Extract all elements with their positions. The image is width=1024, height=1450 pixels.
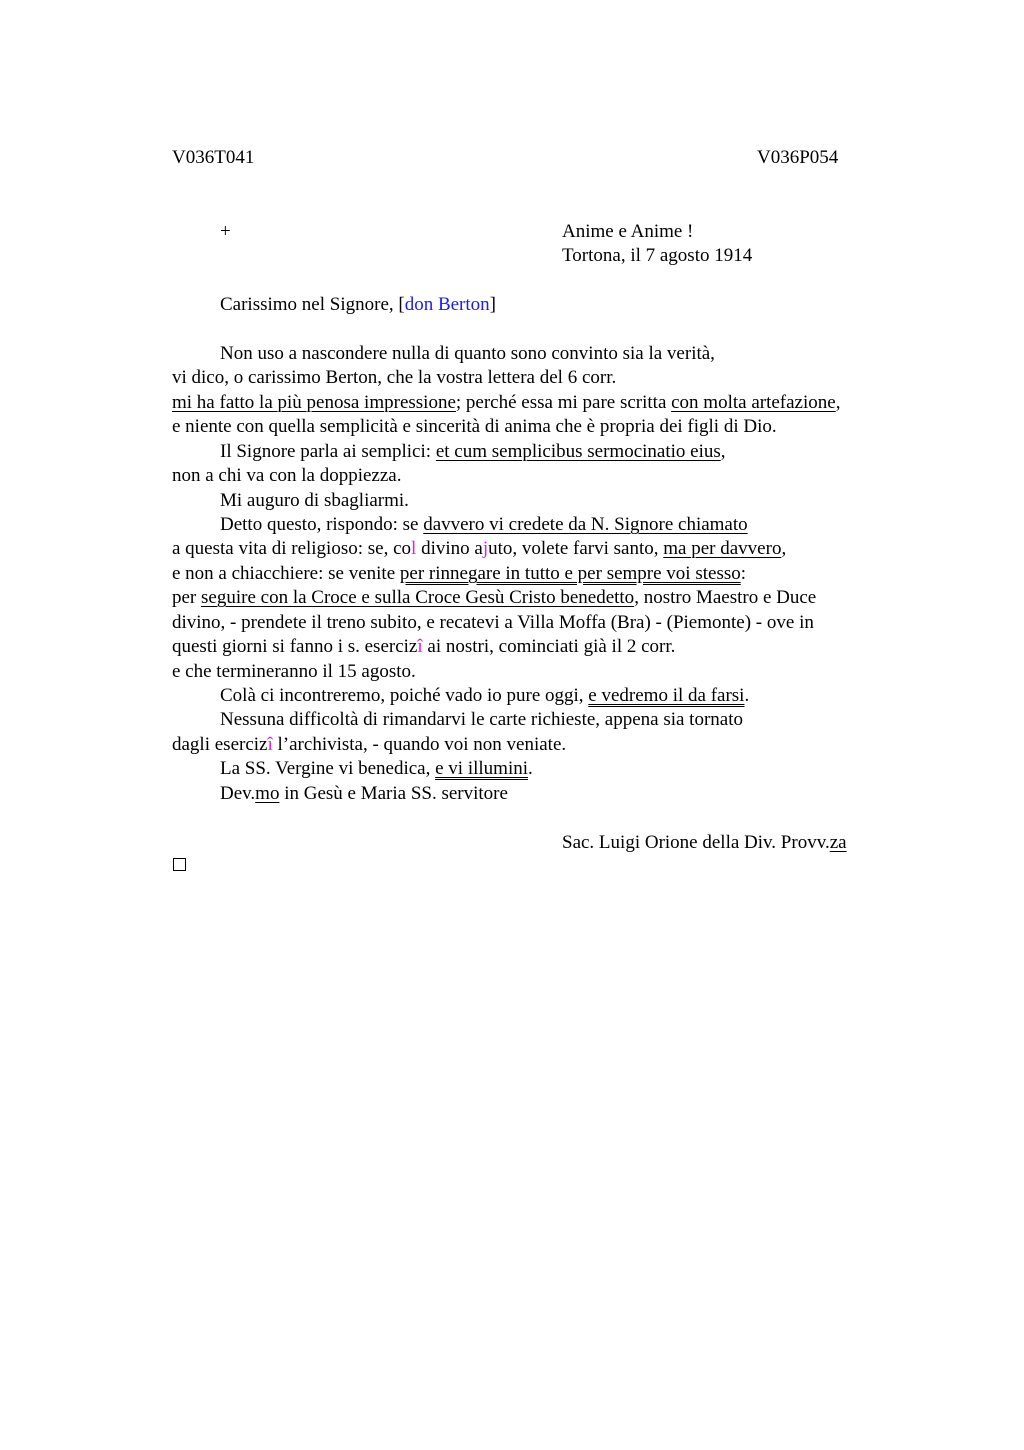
letter-line-4: e niente con quella semplicità e sincerità di anima che è propria dei figli di Dio. — [172, 416, 777, 437]
letter-line-12: divino, - prendete il treno subito, e recatevi a Villa Moffa (Bra) - (Piemonte) - ove in — [172, 612, 814, 633]
signature: Sac. Luigi Orione della Div. Provv.za — [562, 832, 847, 853]
letter-line-2: vi dico, o carissimo Berton, che la vostra lettera del 6 corr. — [172, 367, 617, 388]
letter-line-19: Dev.mo in Gesù e Maria SS. servitore — [220, 783, 508, 804]
letter-line-9: a questa vita di religioso: se, col divino ajuto, volete farvi santo, ma per davvero, — [172, 538, 787, 559]
letter-line-17: dagli esercizî l’archivista, - quando voi non veniate. — [172, 734, 567, 755]
document-code-right: V036P054 — [757, 147, 839, 168]
motto: Anime e Anime ! — [562, 221, 694, 242]
letter-line-3: mi ha fatto la più penosa impressione; perché essa mi pare scritta con molta artefazione, — [172, 392, 841, 413]
letter-line-5: Il Signore parla ai semplici: et cum semplicibus sermocinatio eius, — [220, 441, 726, 462]
letter-line-8: Detto questo, rispondo: se davvero vi credete da N. Signore chiamato — [220, 514, 748, 535]
cross-mark: + — [220, 221, 231, 242]
letter-line-15: Colà ci incontreremo, poiché vado io pure oggi, e vedremo il da farsi. — [220, 685, 750, 706]
place-date: Tortona, il 7 agosto 1914 — [562, 245, 753, 266]
letter-line-7: Mi auguro di sbagliarmi. — [220, 490, 409, 511]
letter-line-13: questi giorni si fanno i s. esercizî ai nostri, cominciati già il 2 corr. — [172, 636, 676, 657]
recipient-name: don Berton — [404, 294, 490, 315]
letter-line-11: per seguire con la Croce e sulla Croce Gesù Cristo benedetto, nostro Maestro e Duce — [172, 587, 817, 608]
letter-line-14: e che termineranno il 15 agosto. — [172, 661, 416, 682]
document-code-left: V036T041 — [172, 147, 255, 168]
salutation: Carissimo nel Signore, [don Berton] — [220, 294, 496, 315]
letter-line-1: Non uso a nascondere nulla di quanto sono convinto sia la verità, — [220, 343, 715, 364]
letter-line-16: Nessuna difficoltà di rimandarvi le carte richieste, appena sia tornato — [220, 709, 744, 730]
end-box-mark — [173, 858, 186, 871]
letter-line-6: non a chi va con la doppiezza. — [172, 465, 402, 486]
letter-line-10: e non a chiacchiere: se venite per rinnegare in tutto e per sempre voi stesso: — [172, 563, 747, 584]
letter-line-18: La SS. Vergine vi benedica, e vi illumini. — [220, 758, 533, 779]
